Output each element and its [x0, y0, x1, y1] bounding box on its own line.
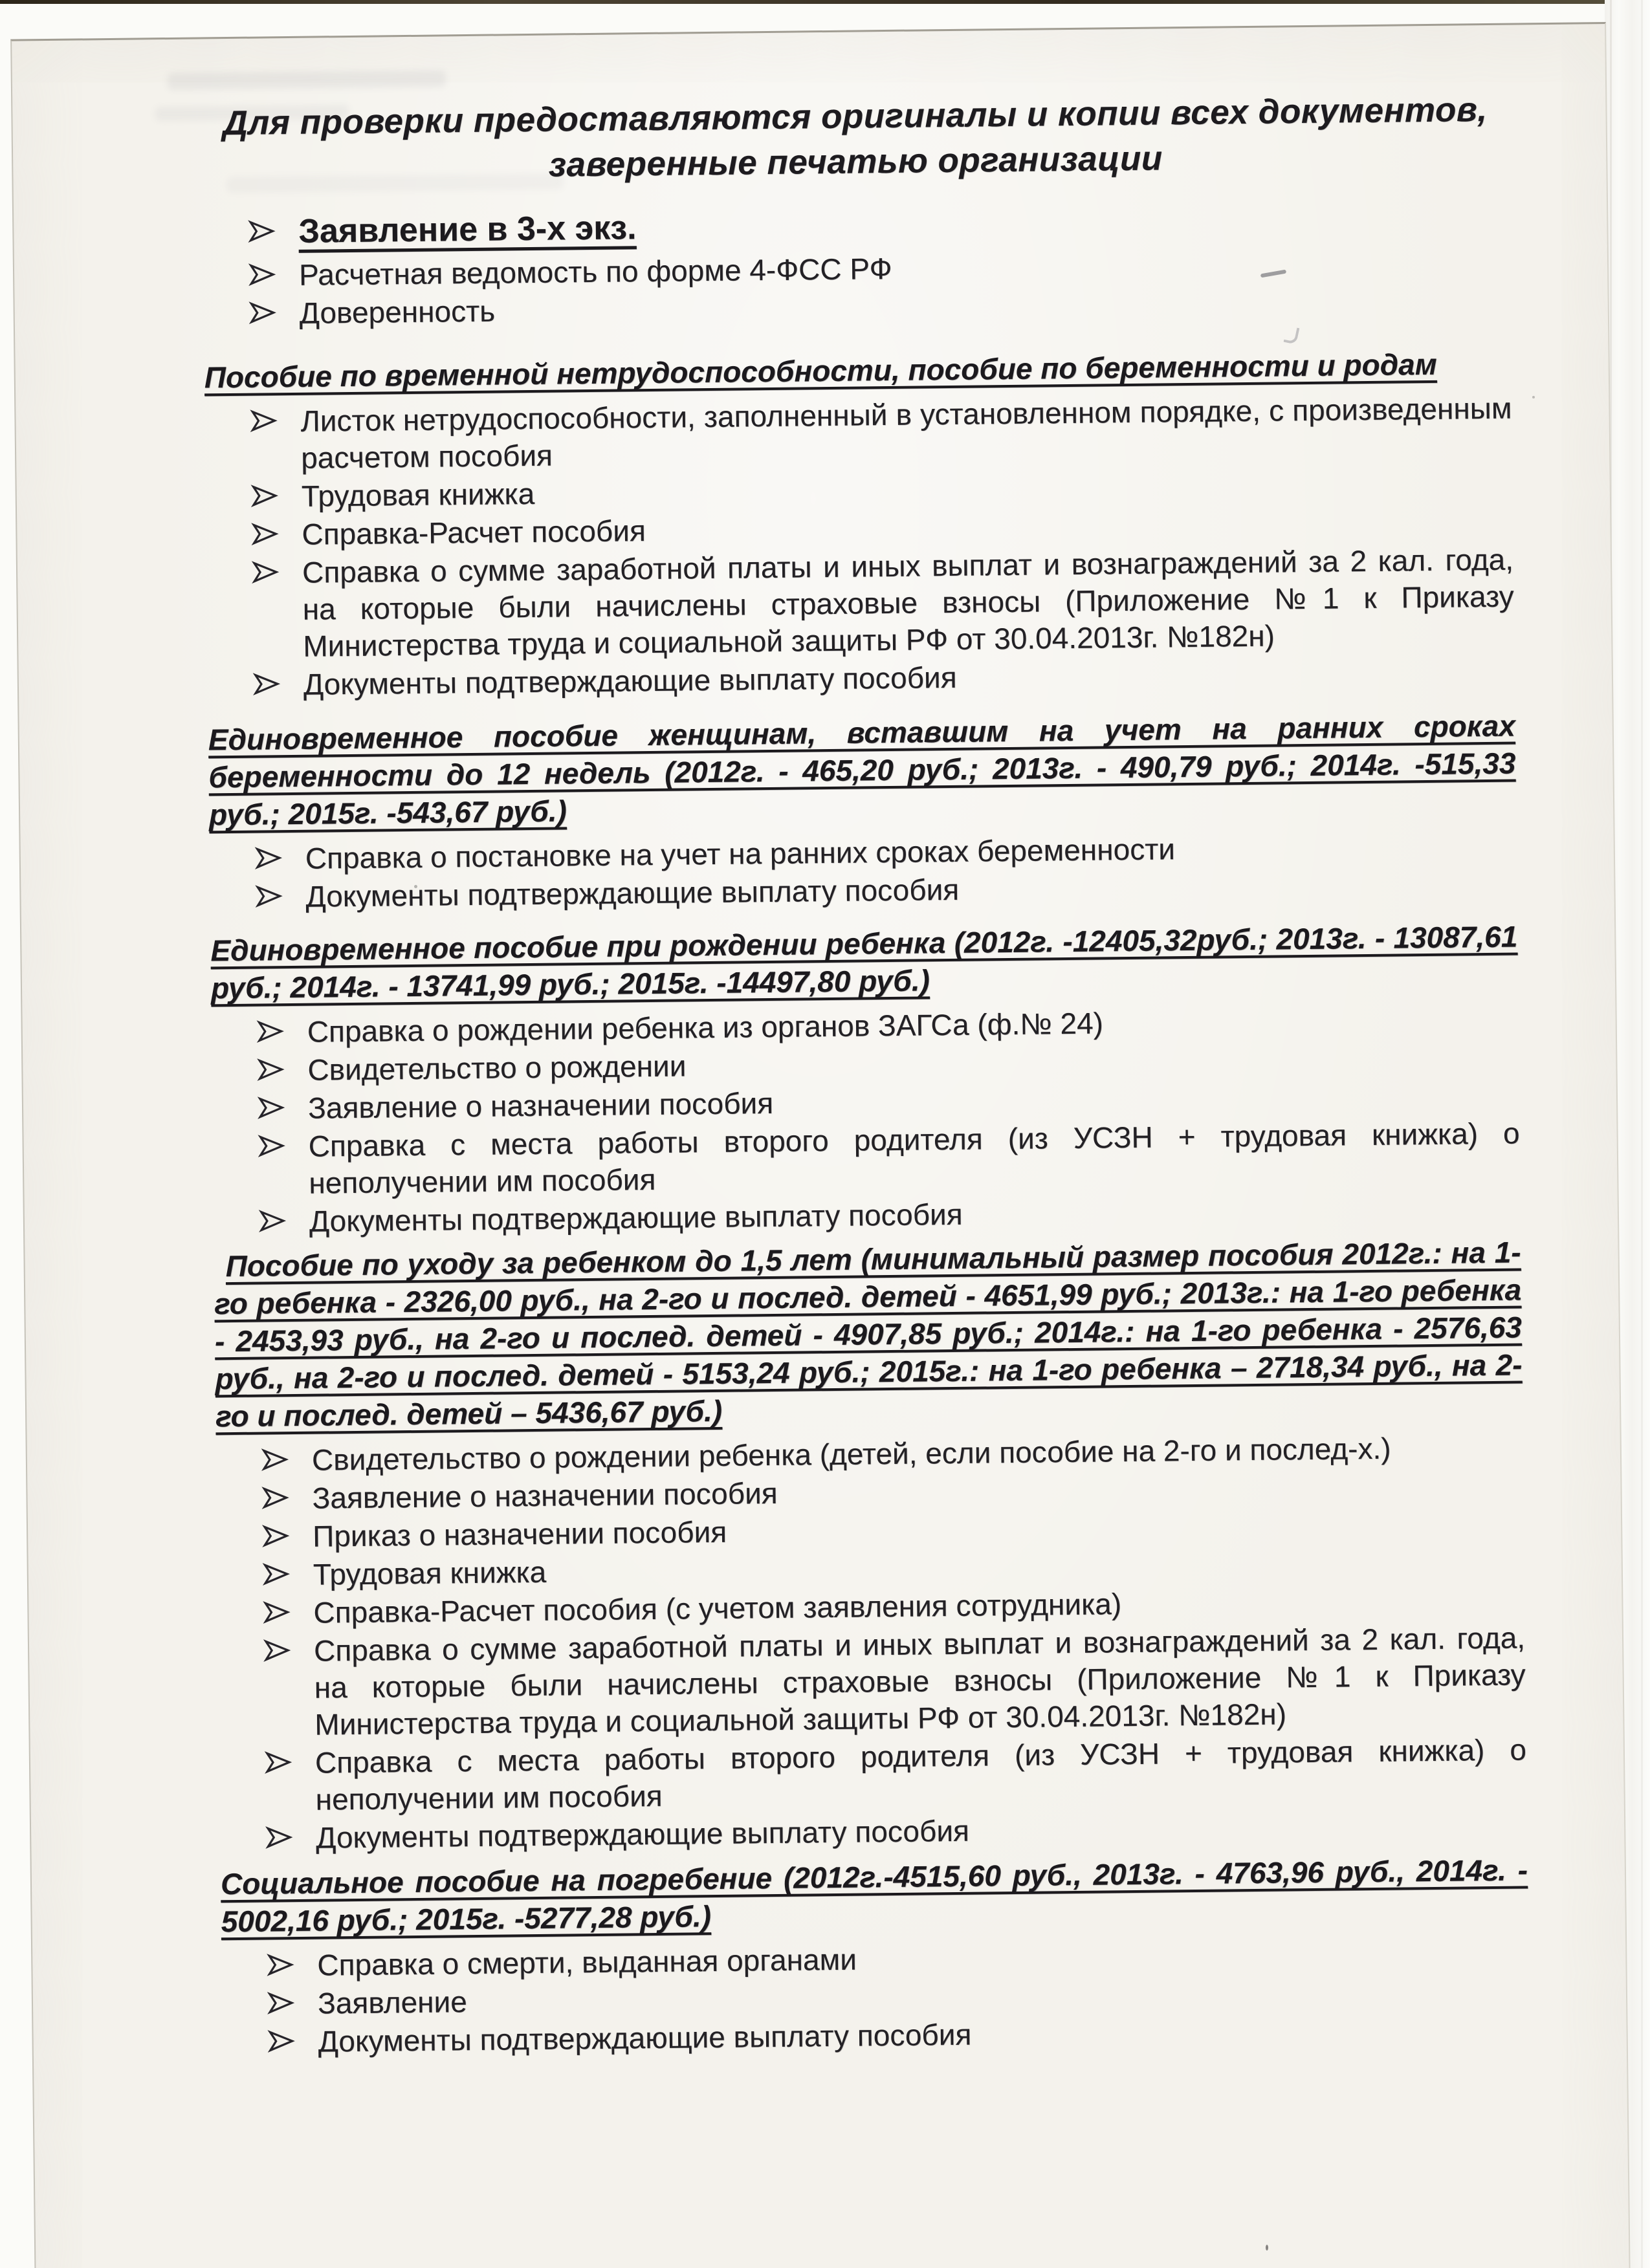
section-document-list — [211, 1001, 1521, 1241]
list-item — [308, 1115, 1520, 1202]
list-item-label: Расчетная ведомость по форме 4-ФСС РФ — [298, 251, 892, 292]
list-item-label: Документы подтверждающие выплату пособия — [315, 1813, 970, 1855]
section-title: Пособие по временной нетрудоспособности, пособие по беременности и родам — [204, 347, 1437, 395]
section-document-list — [221, 1934, 1530, 2061]
list-item — [314, 1619, 1526, 1743]
arrow-bullet-icon — [251, 484, 280, 507]
arrow-bullet-icon — [252, 560, 280, 583]
list-item-label: Свидетельство о рождении — [307, 1049, 687, 1087]
list-item-label: Заявление — [317, 1985, 468, 2020]
list-item — [302, 541, 1515, 665]
arrow-bullet-icon — [248, 219, 276, 243]
scan-speck — [1266, 2245, 1268, 2251]
arrow-bullet-icon — [265, 1826, 294, 1849]
list-item-label: Справка-Расчет пособия — [302, 514, 646, 551]
arrow-bullet-icon — [263, 1639, 292, 1662]
list-item-label: Документы подтверждающие выплату пособия — [309, 1197, 963, 1238]
arrow-bullet-icon — [250, 409, 278, 432]
list-item-label: Доверенность — [299, 294, 496, 330]
list-item — [315, 1731, 1527, 1818]
intro-document-list — [203, 199, 1511, 333]
scan-speck — [414, 885, 417, 888]
arrow-bullet-icon — [262, 1524, 291, 1547]
document-content — [201, 87, 1530, 2063]
arrow-bullet-icon — [249, 301, 278, 324]
list-item-label: Справка о смерти, выданная органами — [317, 1942, 857, 1982]
section-title: Единовременное пособие при рождении ребенка (2012г. -12405,32руб.; 2013г. - 13087,61 руб.; 2014г. - 13741,99 руб.; 2015г. -14497,80 руб.) — [210, 919, 1518, 1005]
arrow-bullet-icon — [267, 2029, 296, 2053]
list-item — [298, 199, 1510, 252]
section-title: Пособие по уходу за ребенком до 1,5 лет (минимальный размер пособия 2012г.: на 1-го ребенка - 2326,00 руб., на 2-го и послед. детей - 4651,99 руб.; 2013г.: на 1-го ребенка - 2453,93 руб., на 2-го и послед. детей - 4907,85 руб.; 2014г.: на 1-го ребенка - 2576,63 руб., на 2-го и послед. детей - 5153,24 руб.; 2015г.: на 1-го ребенка – 2718,34 руб., на 2-го и послед. детей – 5436,67 руб.) — [214, 1235, 1523, 1434]
arrow-bullet-icon — [259, 1209, 287, 1232]
arrow-bullet-icon — [267, 1953, 295, 1976]
list-item-label: Документы подтверждающие выплату пособия — [318, 2017, 972, 2058]
list-item — [300, 390, 1512, 477]
scan-streak — [1641, 0, 1643, 2268]
list-item-label: Справка о постановке на учет на ранних сроках беременности — [305, 832, 1176, 875]
scanner-edge-strip — [0, 0, 1650, 4]
arrow-bullet-icon — [248, 263, 277, 286]
list-item-label: Приказ о назначении пособия — [312, 1514, 727, 1553]
arrow-bullet-icon — [255, 884, 283, 908]
section-title: Единовременное пособие женщинам, вставшим на учет на ранних сроках беременности до 12 недель (2012г. - 465,20 руб.; 2013г. - 490,79 руб.; 2014г. -515,33 руб.; 2015г. -543,67 руб.) — [208, 708, 1516, 832]
list-item-label: Справка о рождении ребенка из органов ЗАГСа (ф.№ 24) — [307, 1006, 1104, 1049]
list-item-label: Заявление о назначении пособия — [312, 1476, 778, 1515]
list-item-label: Трудовая книжка — [313, 1554, 547, 1591]
list-item-label: Документы подтверждающие выплату пособия — [303, 660, 957, 701]
scan-speck — [1532, 396, 1535, 398]
arrow-bullet-icon — [261, 1486, 290, 1509]
list-item-label: Справка-Расчет пособия (с учетом заявления сотрудника) — [313, 1587, 1122, 1630]
section-document-list — [216, 1428, 1528, 1857]
list-item-label: Заявление о назначении пособия — [307, 1085, 774, 1125]
title-line-1: Для проверки предоставляются оригиналы и копии всех документов, — [223, 90, 1488, 143]
arrow-bullet-icon — [258, 1096, 286, 1119]
arrow-bullet-icon — [251, 522, 280, 545]
arrow-bullet-icon — [263, 1600, 291, 1624]
document-title — [201, 87, 1509, 192]
arrow-bullet-icon — [265, 1750, 293, 1774]
bleedthrough-ghost-text — [168, 70, 446, 90]
arrow-bullet-icon — [258, 1134, 286, 1157]
list-item-label: Справка с места работы второго родителя (из УСЗН + трудовая книжка) о неполучении им пособия — [308, 1116, 1520, 1200]
arrow-bullet-icon — [257, 1020, 285, 1043]
arrow-bullet-icon — [261, 1448, 290, 1471]
list-item-label: Справка с места работы второго родителя (из УСЗН + трудовая книжка) о неполучении им пособия — [314, 1732, 1527, 1816]
section-title: Социальное пособие на погребение (2012г.-4515,60 руб., 2013г. - 4763,96 руб., 2014г. - 5002,16 руб.; 2015г. -5277,28 руб.) — [220, 1853, 1528, 1939]
arrow-bullet-icon — [257, 1058, 285, 1081]
paper-sheet — [10, 22, 1631, 2268]
section-document-list — [204, 390, 1515, 704]
list-item-label: Листок нетрудоспособности, заполненный в установленном порядке, с произведенным расчетом пособия — [300, 391, 1512, 475]
list-item-label: Свидетельство о рождении ребенка (детей, если пособие на 2-го и послед-х.) — [311, 1431, 1391, 1477]
list-item-label: Заявление в 3-х экз. — [298, 209, 637, 250]
list-item-label: Документы подтверждающие выплату пособия — [305, 872, 960, 913]
section-document-list — [210, 827, 1517, 917]
arrow-bullet-icon — [263, 1562, 291, 1586]
list-item-label: Справка о сумме заработной платы и иных выплат и вознаграждений за 2 кал. года, на которые были начислены страховые взносы (Приложение №1 к Приказу Министерства труда и социальной защиты РФ от 30.04.2013г. №182н) — [302, 542, 1514, 663]
list-item-label: Трудовая книжка — [301, 476, 535, 513]
arrow-bullet-icon — [253, 672, 281, 695]
list-item-label: Справка о сумме заработной платы и иных выплат и вознаграждений за 2 кал. года, на которые были начислены страховые взносы (Приложение №1 к Приказу Министерства труда и социальной защиты РФ от 30.04.2013г. №182н) — [313, 1620, 1526, 1741]
arrow-bullet-icon — [255, 846, 283, 869]
title-line-2: заверенные печатью организации — [548, 139, 1163, 184]
arrow-bullet-icon — [267, 1991, 296, 2014]
